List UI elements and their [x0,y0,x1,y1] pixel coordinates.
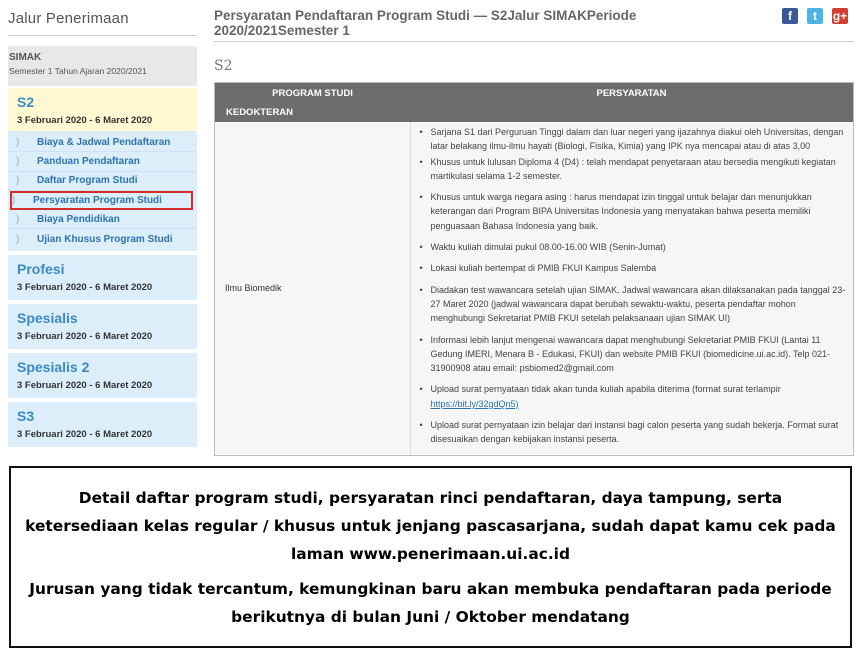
social-share [782,8,848,24]
program-name: SIMAK [9,52,42,63]
list-item: • Lokasi kuliah bertempat di PMIB FKUI Kampus Salemba [419,261,848,275]
column-header-program: PROGRAM STUDI [215,83,410,103]
level-spesialis-2[interactable] [8,353,197,398]
chevron-right-icon: ) [12,194,16,206]
upload-text: Upload surat pernyataan tidak akan tunda kuliah apabila diterima (format surat terlampir [430,384,781,395]
facebook-icon[interactable]: f [782,8,798,24]
chevron-right-icon: ) [16,213,20,225]
google-plus-icon[interactable]: g+ [832,9,848,23]
level-s2[interactable] [8,88,197,131]
requirements-list [419,125,848,447]
menu-item-label: Biaya & Jadwal Pendaftaran [37,136,171,148]
program-name-cell: Ilmu Biomedik [215,122,410,454]
list-item: • Diadakan test wawancara setelah ujian SIMAK. Jadwal wawancara akan dilaksanakan pada tanggal 23-27 Maret 2020 (jadwal wawancara dapat berubah sewaktu-waktu, peserta pendaftar mohon menghubungi Sekretariat PMIB FKUI setelah pelaksanaan ujian SIMAK UI) [419,283,848,326]
menu-item-label: Biaya Pendidikan [37,213,120,225]
level-name: Spesialis 2 [17,358,90,375]
title-divider [214,41,854,42]
chevron-right-icon: ) [16,155,20,167]
level-date: 3 Februari 2020 - 6 Maret 2020 [17,330,153,342]
caption-box [9,466,852,648]
sidebar [8,10,197,447]
level-name: Profesi [17,260,65,277]
list-item: • Khusus untuk lulusan Diploma 4 (D4) : telah mendapat penyetaraan atau bersedia mengikuti kegiatan martikulasi selama 1-2 semester. [419,155,848,184]
menu-item-label: Panduan Pendaftaran [37,155,140,167]
list-item-upload [419,382,848,411]
menu-item-biaya-jadwal[interactable] [8,133,197,152]
level-profesi[interactable] [8,255,197,300]
twitter-icon[interactable]: t [807,8,823,24]
list-item: • Informasi lebih lanjut mengenai wawancara dapat menghubungi Sekretariat PMIB FKUI (Lantai 11 Gedung IMERI, Menara B - Edukasi, FKUI) dan website PMIB FKUI (biomedicine.ui.ac.id). Telp 021-31900908 atau email: psbiomed2@gmail.com [419,333,848,376]
menu-item-biaya-pendidikan[interactable] [8,210,197,229]
level-date: 3 Februari 2020 - 6 Maret 2020 [17,379,153,391]
menu-item-persyaratan[interactable] [10,191,193,210]
list-item: • Upload surat pernyataan izin belajar dari instansi bagi calon peserta yang sudah bekerja. Format surat disesuaikan dengan kebijakan instansi peserta. [419,418,848,447]
requirements-table [214,82,854,456]
level-s3[interactable] [8,402,197,447]
level-name: S2 [17,94,35,110]
level-date: 3 Februari 2020 - 6 Maret 2020 [17,115,153,126]
column-header-requirements: PERSYARATAN [410,83,853,103]
caption-line-2: Jurusan yang tidak tercantum, kemungkinan baru akan membuka pendaftaran pada periode berikutnya di bulan Juni / Oktober mendatang [29,580,832,626]
level-submenu [8,131,197,251]
list-item: • Waktu kuliah dimulai pukul 08.00-16.00 WIB (Senin-Jumat) [419,240,848,254]
table-row [215,122,853,454]
list-item: • Sarjana S1 dari Perguruan Tinggi dalam dan luar negeri yang ijazahnya diakui oleh Universitas, dengan latar belakang ilmu-ilmu hayati (Biologi, Fisika, Kimia) yang IPK nya mencapai atau di atas 3,00 [419,125,848,154]
chevron-right-icon: ) [16,136,20,148]
menu-item-label: Daftar Program Studi [37,175,138,187]
list-item: • Khusus untuk warga negara asing : harus mendapat izin tinggal untuk belajar dan menunjukkan keterangan dari Program BIPA Universitas Indonesia yang menyatakan bahwa peserta memiliki penguasaan Bahasa Indonesia yang baik. [419,190,848,233]
menu-item-panduan[interactable] [8,152,197,171]
level-date: 3 Februari 2020 - 6 Maret 2020 [17,428,153,440]
level-name: S3 [17,407,35,424]
chevron-right-icon: ) [16,175,20,187]
menu-item-label: Ujian Khusus Program Studi [37,233,173,245]
menu-item-daftar-prodi[interactable] [8,172,197,191]
level-name: Spesialis [17,309,78,326]
program-semester: Semester 1 Tahun Ajaran 2020/2021 [9,66,147,76]
sidebar-title: Jalur Penerimaan [8,10,197,36]
main-content [214,8,854,445]
template-link[interactable]: https://bit.ly/32gdQn5) [430,398,519,409]
level-date: 3 Februari 2020 - 6 Maret 2020 [17,281,153,293]
program-header [8,46,197,86]
faculty-group: KEDOKTERAN [215,103,853,122]
menu-item-label: Persyaratan Program Studi [33,194,162,206]
section-label: S2 [214,58,233,74]
page-title: Persyaratan Pendaftaran Program Studi — S2Jalur SIMAKPeriode 2020/2021Semester 1 [214,8,637,38]
menu-item-ujian-khusus[interactable] [8,229,197,248]
level-spesialis[interactable] [8,304,197,349]
chevron-right-icon: ) [16,233,20,245]
requirements-cell [410,122,853,454]
caption-line-1: Detail daftar program studi, persyaratan rinci pendaftaran, daya tampung, serta ketersediaan kelas regular / khusus untuk jenjang pascasarjana, sudah dapat kamu cek pada laman www.penerimaan.ui.ac.id [25,489,836,563]
